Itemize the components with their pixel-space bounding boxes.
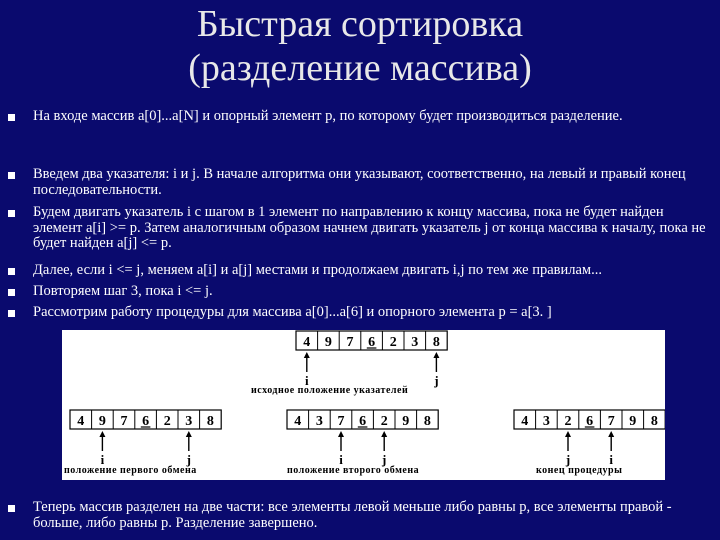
bullet-text: Теперь массив разделен на две части: все элементы левой меньше либо равны p, все элементы правой - больше, либо равны p. Разделение завершено. [33,499,672,531]
pointer-label-i: i [304,373,309,388]
array-cell-value: 9 [98,414,106,429]
arrowhead-icon [565,431,571,437]
array-cell-value: 7 [337,414,345,429]
bullet-text: Введем два указателя: i и j. В начале алгоритма они указывают, соответственно, на левый и правый конец последовательности. [33,166,686,198]
arrowhead-icon [381,431,387,437]
pointer-label-i: j [565,452,571,467]
array-cell-value: 6 [368,335,376,350]
square-bullet-icon [8,114,15,121]
array-cell-value: 7 [120,414,128,429]
array-cell-value: 9 [324,335,332,350]
arrowhead-icon [338,431,344,437]
pointer-label-i: i [339,452,343,467]
square-bullet-icon [8,268,15,275]
array-cell-value: 8 [650,414,658,429]
array-cell-value: 6 [359,414,367,429]
array-cell-value: 9 [629,414,637,429]
bullet-text: Повторяем шаг 3, пока i <= j. [33,283,213,299]
diagram-caption: положение первого обмена [64,465,197,476]
square-bullet-icon [8,172,15,179]
diagram-caption: конец процедуры [536,465,623,476]
array-cell-value: 8 [206,414,214,429]
array-cell-value: 6 [142,414,150,429]
square-bullet-icon [8,210,15,217]
slide-title [0,2,720,90]
array-cell-value: 2 [380,414,388,429]
diagram-caption: исходное положение указателей [251,385,409,396]
bullet-text: На входе массив a[0]...a[N] и опорный элемент p, по которому будет производиться разделение. [33,108,623,124]
array-cell-value: 8 [423,414,431,429]
array-cell-value: 7 [346,335,354,350]
pointer-label-j: j [382,452,387,467]
array-cell-value: 4 [303,335,311,350]
pointer-label-j: i [609,452,614,467]
partition-diagram-svg [62,330,665,480]
array-cell-value: 2 [163,414,171,429]
partition-diagram [62,330,665,480]
array-cell-value: 9 [402,414,410,429]
array-cell-value: 4 [294,414,302,429]
array-cell-value: 2 [564,414,572,429]
bullet-text: Будем двигать указатель i с шагом в 1 элемент по направлению к концу массива, пока не будет найден элемент a[i] >= p. Затем аналогичным образом начнем двигать указатель j от конца массива к началу, пока не будет найден a[j] <= p. [33,204,706,251]
array-cell-value: 4 [77,414,85,429]
arrowhead-icon [304,352,310,358]
arrowhead-icon [99,431,105,437]
array-cell-value: 3 [411,335,419,350]
array-cell-value: 8 [432,335,440,350]
diagram-caption: положение второго обмена [287,465,420,476]
array-cell-value: 4 [521,414,529,429]
bullet-text: Далее, если i <= j, меняем a[i] и a[j] местами и продолжаем двигать i,j по тем же правилам... [33,262,602,278]
arrowhead-icon [186,431,192,437]
array-cell-value: 6 [586,414,594,429]
array-cell-value: 3 [542,414,550,429]
square-bullet-icon [8,505,15,512]
bullet-text: Рассмотрим работу процедуры для массива a[0]...a[6] и опорного элемента p = a[3. ] [33,304,552,320]
array-cell-value: 3 [185,414,193,429]
pointer-label-j: j [186,452,191,467]
arrowhead-icon [433,352,439,358]
title-line-1: Быстрая сортировка [196,3,524,45]
pointer-label-j: j [434,373,439,388]
square-bullet-icon [8,310,15,317]
arrowhead-icon [608,431,614,437]
array-cell-value: 3 [315,414,323,429]
array-cell-value: 7 [607,414,615,429]
array-cell-value: 2 [389,335,397,350]
square-bullet-icon [8,289,15,296]
title-line-2: (разделение массива) [188,47,532,89]
pointer-label-i: i [100,452,105,467]
